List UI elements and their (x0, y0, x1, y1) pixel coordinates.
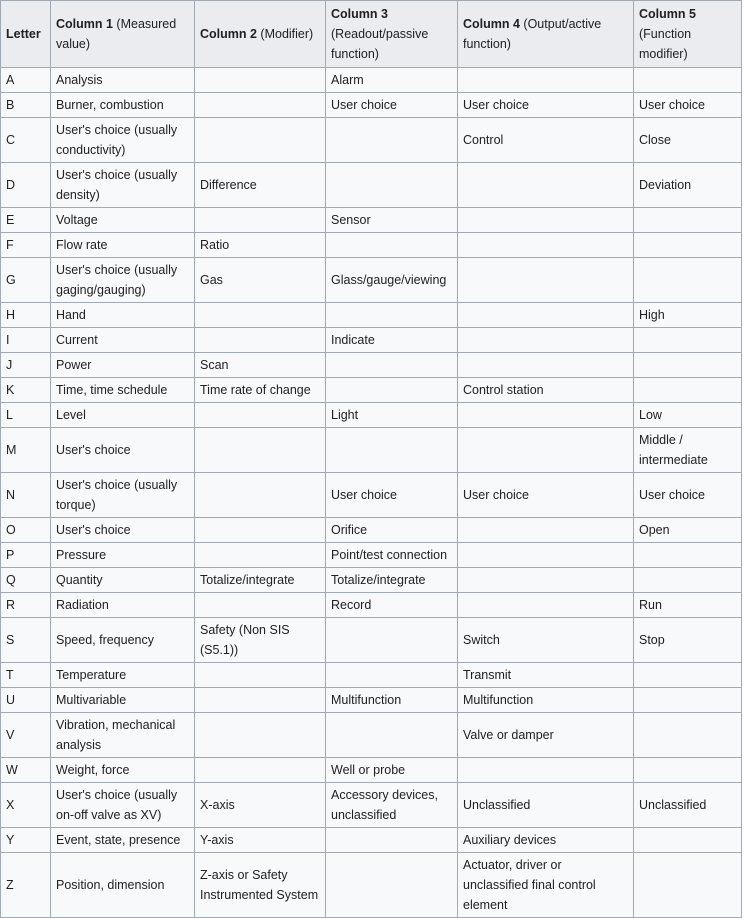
cell-output-function (458, 758, 634, 783)
table-row (1, 618, 742, 663)
cell-function-modifier (634, 543, 742, 568)
table-row (1, 663, 742, 688)
cell-function-modifier (634, 233, 742, 258)
table-row (1, 208, 742, 233)
cell-modifier: Safety (Non SIS (S5.1)) (195, 618, 326, 663)
cell-letter: L (1, 403, 51, 428)
cell-readout-function (326, 163, 458, 208)
table-row (1, 163, 742, 208)
table-row (1, 783, 742, 828)
cell-measured-value: Power (51, 353, 195, 378)
cell-function-modifier (634, 353, 742, 378)
cell-letter: Y (1, 828, 51, 853)
cell-readout-function: Multifunction (326, 688, 458, 713)
table-row (1, 303, 742, 328)
header-row (1, 1, 742, 68)
cell-function-modifier: Run (634, 593, 742, 618)
table-row (1, 473, 742, 518)
cell-modifier: Totalize/integrate (195, 568, 326, 593)
header-column-2: Column 2 (Modifier) (195, 1, 326, 68)
cell-modifier: Z-axis or Safety Instrumented System (195, 853, 326, 918)
cell-modifier (195, 518, 326, 543)
cell-output-function (458, 518, 634, 543)
cell-output-function (458, 68, 634, 93)
header-column-3: Column 3 (Readout/passive function) (326, 1, 458, 68)
table-row (1, 518, 742, 543)
cell-readout-function: User choice (326, 93, 458, 118)
table-row (1, 688, 742, 713)
cell-function-modifier: User choice (634, 93, 742, 118)
cell-letter: W (1, 758, 51, 783)
cell-function-modifier (634, 208, 742, 233)
cell-function-modifier: Low (634, 403, 742, 428)
cell-measured-value: User's choice (usually torque) (51, 473, 195, 518)
cell-readout-function: Accessory devices, unclassified (326, 783, 458, 828)
cell-output-function (458, 208, 634, 233)
cell-output-function: User choice (458, 473, 634, 518)
cell-function-modifier (634, 258, 742, 303)
header-column-4: Column 4 (Output/active function) (458, 1, 634, 68)
cell-measured-value: User's choice (51, 518, 195, 543)
cell-letter: R (1, 593, 51, 618)
cell-measured-value: Radiation (51, 593, 195, 618)
cell-function-modifier: Unclassified (634, 783, 742, 828)
cell-modifier (195, 93, 326, 118)
table-row (1, 758, 742, 783)
cell-function-modifier: High (634, 303, 742, 328)
cell-readout-function (326, 378, 458, 403)
cell-measured-value: Voltage (51, 208, 195, 233)
cell-readout-function: Totalize/integrate (326, 568, 458, 593)
cell-measured-value: Pressure (51, 543, 195, 568)
cell-function-modifier (634, 378, 742, 403)
table-row (1, 543, 742, 568)
cell-modifier (195, 663, 326, 688)
cell-readout-function: Well or probe (326, 758, 458, 783)
cell-measured-value: Current (51, 328, 195, 353)
cell-output-function (458, 258, 634, 303)
cell-output-function (458, 568, 634, 593)
cell-output-function: Transmit (458, 663, 634, 688)
cell-output-function (458, 233, 634, 258)
cell-output-function: Unclassified (458, 783, 634, 828)
table-body (1, 68, 742, 918)
cell-readout-function (326, 713, 458, 758)
cell-letter: M (1, 428, 51, 473)
table-row (1, 118, 742, 163)
cell-measured-value: Position, dimension (51, 853, 195, 918)
cell-output-function (458, 543, 634, 568)
cell-measured-value: Level (51, 403, 195, 428)
cell-output-function: Auxiliary devices (458, 828, 634, 853)
cell-output-function (458, 593, 634, 618)
cell-modifier (195, 758, 326, 783)
table-header (1, 1, 742, 68)
cell-output-function (458, 353, 634, 378)
cell-output-function (458, 328, 634, 353)
cell-readout-function: Alarm (326, 68, 458, 93)
table-row (1, 853, 742, 918)
cell-modifier (195, 328, 326, 353)
cell-letter: E (1, 208, 51, 233)
cell-readout-function (326, 618, 458, 663)
cell-modifier (195, 428, 326, 473)
header-column-1: Column 1 (Measured value) (51, 1, 195, 68)
cell-measured-value: Analysis (51, 68, 195, 93)
cell-letter: J (1, 353, 51, 378)
table-row (1, 68, 742, 93)
cell-readout-function: Indicate (326, 328, 458, 353)
table-row (1, 93, 742, 118)
cell-output-function: Actuator, driver or unclassified final control element (458, 853, 634, 918)
cell-function-modifier (634, 328, 742, 353)
cell-modifier: Difference (195, 163, 326, 208)
cell-measured-value: Temperature (51, 663, 195, 688)
cell-modifier (195, 593, 326, 618)
cell-readout-function (326, 428, 458, 473)
cell-measured-value: User's choice (usually gaging/gauging) (51, 258, 195, 303)
cell-function-modifier (634, 688, 742, 713)
cell-output-function (458, 163, 634, 208)
cell-letter: C (1, 118, 51, 163)
cell-output-function: User choice (458, 93, 634, 118)
cell-measured-value: Flow rate (51, 233, 195, 258)
table-row (1, 353, 742, 378)
cell-readout-function: Orifice (326, 518, 458, 543)
cell-output-function: Control (458, 118, 634, 163)
cell-letter: A (1, 68, 51, 93)
cell-modifier (195, 403, 326, 428)
cell-readout-function: Point/test connection (326, 543, 458, 568)
cell-measured-value: Hand (51, 303, 195, 328)
cell-function-modifier (634, 758, 742, 783)
cell-readout-function (326, 303, 458, 328)
cell-function-modifier (634, 853, 742, 918)
cell-readout-function: Record (326, 593, 458, 618)
cell-readout-function: Light (326, 403, 458, 428)
cell-measured-value: User's choice (usually on-off valve as XV) (51, 783, 195, 828)
cell-readout-function: Glass/gauge/viewing (326, 258, 458, 303)
table-row (1, 328, 742, 353)
cell-letter: O (1, 518, 51, 543)
cell-measured-value: Weight, force (51, 758, 195, 783)
cell-readout-function (326, 353, 458, 378)
cell-readout-function (326, 828, 458, 853)
cell-measured-value: User's choice (usually density) (51, 163, 195, 208)
cell-output-function (458, 403, 634, 428)
cell-function-modifier (634, 713, 742, 758)
cell-function-modifier: User choice (634, 473, 742, 518)
cell-modifier: Scan (195, 353, 326, 378)
cell-modifier: Gas (195, 258, 326, 303)
cell-letter: U (1, 688, 51, 713)
cell-readout-function: User choice (326, 473, 458, 518)
cell-letter: X (1, 783, 51, 828)
table-row (1, 593, 742, 618)
cell-measured-value: Speed, frequency (51, 618, 195, 663)
cell-function-modifier (634, 68, 742, 93)
cell-letter: I (1, 328, 51, 353)
cell-output-function (458, 428, 634, 473)
cell-letter: B (1, 93, 51, 118)
header-letter: Letter (1, 1, 51, 68)
cell-measured-value: User's choice (usually conductivity) (51, 118, 195, 163)
cell-letter: P (1, 543, 51, 568)
cell-measured-value: Event, state, presence (51, 828, 195, 853)
table-row (1, 428, 742, 473)
table-row (1, 233, 742, 258)
cell-function-modifier: Stop (634, 618, 742, 663)
cell-readout-function (326, 853, 458, 918)
table-row (1, 403, 742, 428)
cell-output-function: Control station (458, 378, 634, 403)
cell-letter: K (1, 378, 51, 403)
cell-modifier: X-axis (195, 783, 326, 828)
cell-modifier: Y-axis (195, 828, 326, 853)
cell-output-function: Multifunction (458, 688, 634, 713)
cell-letter: V (1, 713, 51, 758)
cell-letter: S (1, 618, 51, 663)
cell-modifier (195, 303, 326, 328)
cell-letter: F (1, 233, 51, 258)
cell-letter: H (1, 303, 51, 328)
cell-modifier (195, 473, 326, 518)
cell-measured-value: User's choice (51, 428, 195, 473)
cell-function-modifier (634, 663, 742, 688)
cell-readout-function (326, 118, 458, 163)
table-row (1, 713, 742, 758)
cell-modifier: Time rate of change (195, 378, 326, 403)
cell-modifier (195, 543, 326, 568)
header-column-5: Column 5 (Function modifier) (634, 1, 742, 68)
cell-modifier (195, 208, 326, 233)
cell-letter: Z (1, 853, 51, 918)
cell-letter: N (1, 473, 51, 518)
cell-letter: Q (1, 568, 51, 593)
cell-measured-value: Burner, combustion (51, 93, 195, 118)
cell-readout-function (326, 663, 458, 688)
cell-modifier (195, 68, 326, 93)
cell-modifier: Ratio (195, 233, 326, 258)
cell-measured-value: Time, time schedule (51, 378, 195, 403)
table-row (1, 568, 742, 593)
cell-modifier (195, 688, 326, 713)
cell-output-function (458, 303, 634, 328)
cell-function-modifier: Close (634, 118, 742, 163)
cell-letter: T (1, 663, 51, 688)
cell-measured-value: Multivariable (51, 688, 195, 713)
cell-modifier (195, 713, 326, 758)
cell-function-modifier (634, 568, 742, 593)
cell-readout-function (326, 233, 458, 258)
table-row (1, 258, 742, 303)
cell-measured-value: Quantity (51, 568, 195, 593)
cell-function-modifier (634, 828, 742, 853)
cell-function-modifier: Open (634, 518, 742, 543)
cell-letter: G (1, 258, 51, 303)
cell-function-modifier: Deviation (634, 163, 742, 208)
cell-function-modifier: Middle / intermediate (634, 428, 742, 473)
cell-letter: D (1, 163, 51, 208)
cell-measured-value: Vibration, mechanical analysis (51, 713, 195, 758)
cell-output-function: Switch (458, 618, 634, 663)
table-row (1, 828, 742, 853)
cell-modifier (195, 118, 326, 163)
cell-readout-function: Sensor (326, 208, 458, 233)
table-row (1, 378, 742, 403)
cell-output-function: Valve or damper (458, 713, 634, 758)
